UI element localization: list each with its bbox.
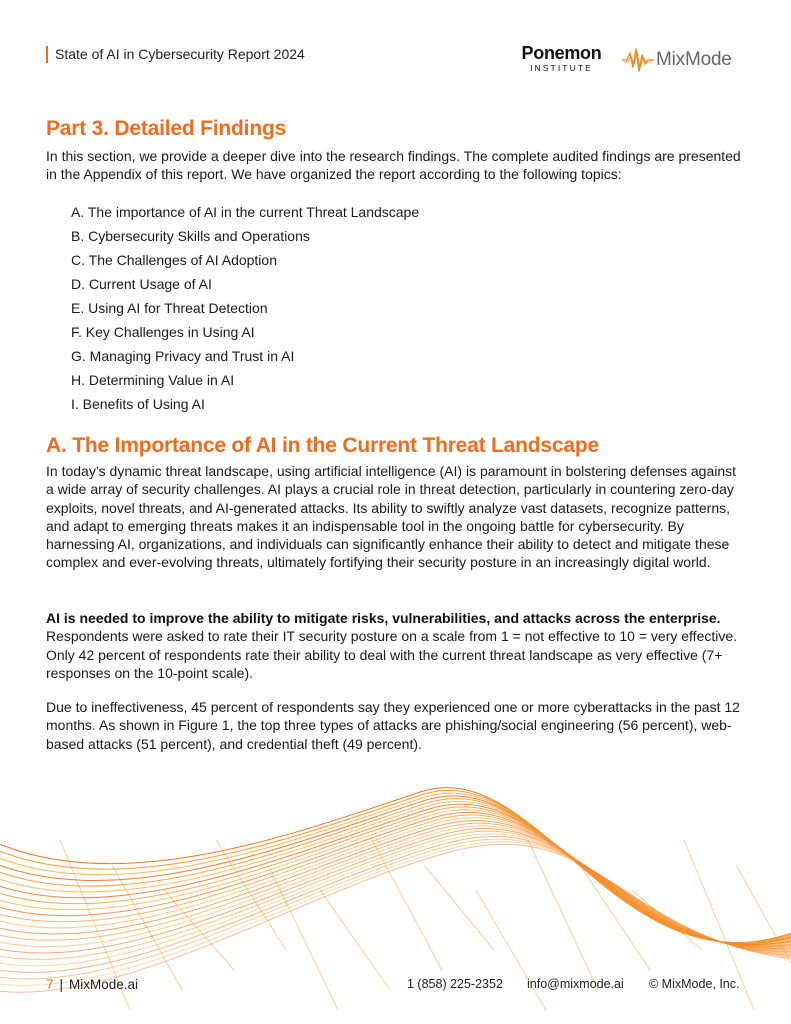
wave-strand [0,823,791,949]
wave-crossline [372,840,442,970]
wave-strand [0,839,791,979]
section-a-heading: A. The Importance of AI in the Current Threat Landscape [46,434,599,457]
footer-site: MixMode.ai [69,977,139,992]
topic-item: E. Using AI for Threat Detection [71,300,268,316]
topic-item: D. Current Usage of AI [71,276,212,292]
footer-copyright: © MixMode, Inc. [649,977,740,991]
topic-item: H. Determining Value in AI [71,372,235,388]
footer-email: info@mixmode.ai [527,977,624,991]
topic-item: B. Cybersecurity Skills and Operations [71,228,310,244]
footer-divider: | [59,977,64,992]
part3-heading: Part 3. Detailed Findings [46,117,287,140]
ponemon-logo [515,44,608,73]
part3-intro: In this section, we provide a deeper dive into the research findings. The complete audited findings are presented in the Appendix of this report. We have organized the report according to the following topics: [46,148,741,183]
wave-strand [0,836,791,972]
mixmode-logo-word: MixMode [656,49,732,70]
key-finding-text: Respondents were asked to rate their IT security posture on a scale from 1 = not effective to 10 = very effective. Only 42 percent of respondents rate their ability to deal with the current threat landscape as very effective (7+ responses on the 10-point scale). [46,628,738,681]
ponemon-logo-sub: INSTITUTE [530,63,593,73]
section-a-paragraph-2 [46,609,746,682]
topic-item: A. The importance of AI in the current Threat Landscape [71,204,420,220]
wave-crossline [424,865,494,950]
topic-item: G. Managing Privacy and Trust in AI [71,348,295,364]
wave-crossline [476,890,546,1010]
wave-crossline [632,890,702,950]
wave-strand [0,844,791,992]
wave-strand [0,826,791,951]
topics-list [71,200,419,416]
topic-item: I. Benefits of Using AI [71,396,205,412]
mixmode-wave-icon [622,47,654,73]
page-number: 7 [46,977,54,992]
wave-crossline [736,865,791,990]
section-a-paragraph-1: In today’s dynamic threat landscape, using artificial intelligence (AI) is paramount in bolstering defenses against a wide array of security challenges. AI plays a crucial role in threat detection, particularly in countering zero-day exploits, novel threats, and AI-generated attacks. Its ability to swiftly analyze vast datasets, recognize patterns, and adapt to emerging threats makes it an indispensable tool in the ongoing battle for cybersecurity. By harnessing AI, organizations, and individuals can significantly enhance their ability to detect and mitigate these complex and ever-evolving threats, ultimately fortifying their security posture in an increasingly digital world. [46,463,737,571]
key-finding-lead: AI is needed to improve the ability to mitigate risks, vulnerabilities, and attacks across the enterprise. [46,610,721,626]
section-a-paragraph-3: Due to ineffectiveness, 45 percent of respondents say they experienced one or more cyberattacks in the past 12 months. As shown in Figure 1, the top three types of attacks are phishing/social engineering (56 percent), web-based attacks (51 percent), and credential theft (49 percent). [46,699,740,752]
wave-crossline [528,840,598,990]
ponemon-logo-word: Ponemon [521,43,602,63]
topic-item: C. The Challenges of AI Adoption [71,252,277,268]
footer-phone: 1 (858) 225-2352 [407,977,503,991]
wave-crossline [580,865,650,970]
wave-crossline [320,890,390,990]
report-title: State of AI in Cybersecurity Report 2024 [46,46,305,63]
mixmode-logo [622,44,747,74]
footer-page-label [46,977,138,992]
topic-item: F. Key Challenges in Using AI [71,324,255,340]
wave-strand [0,834,791,966]
